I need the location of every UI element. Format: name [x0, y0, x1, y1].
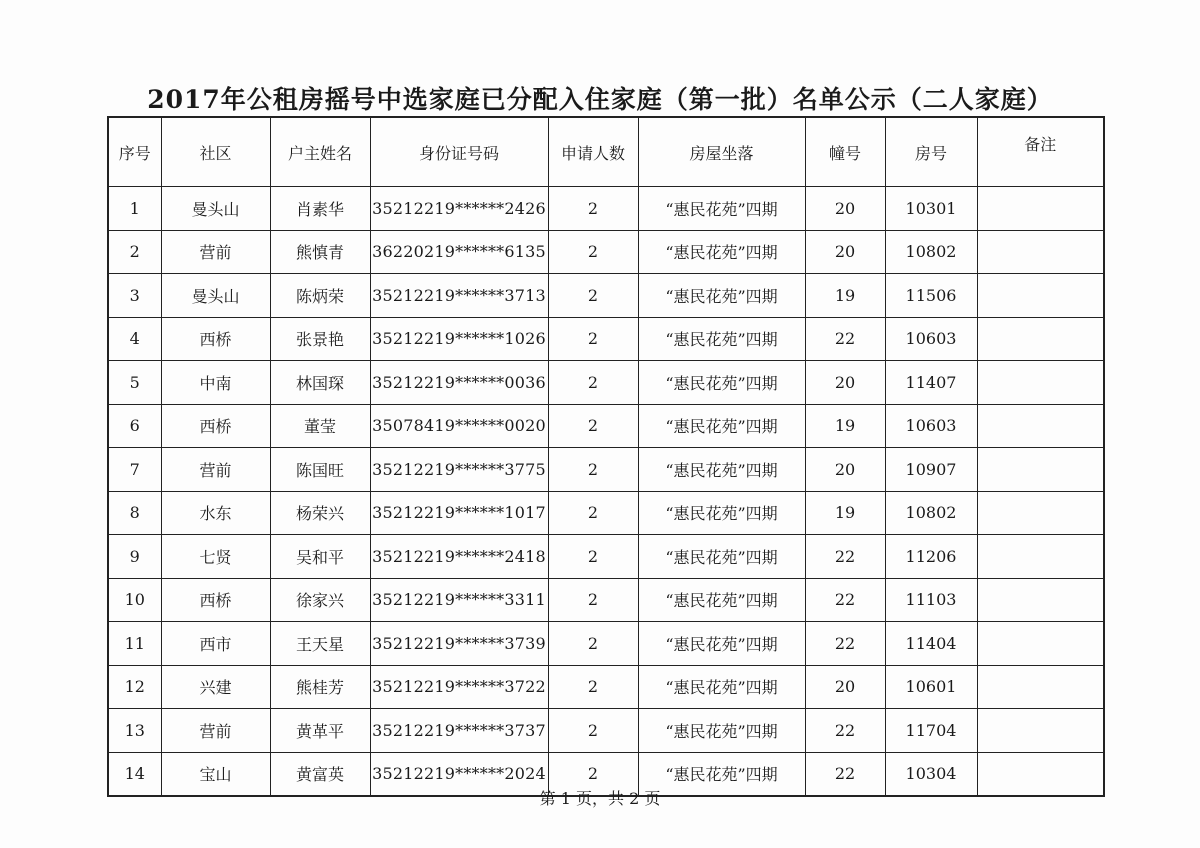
cell-count: 2	[548, 622, 638, 666]
cell-seq: 11	[108, 622, 161, 666]
header-cell-name: 户主姓名	[270, 117, 370, 187]
cell-id: 35212219******3775	[370, 448, 548, 492]
cell-remarks	[977, 491, 1104, 535]
cell-name: 杨荣兴	[270, 491, 370, 535]
cell-community: 营前	[161, 448, 270, 492]
cell-remarks	[977, 317, 1104, 361]
cell-community: 水东	[161, 491, 270, 535]
cell-id: 35212219******3739	[370, 622, 548, 666]
cell-room: 11103	[885, 578, 977, 622]
cell-room: 11404	[885, 622, 977, 666]
table-row	[108, 491, 1104, 535]
cell-count: 2	[548, 448, 638, 492]
cell-remarks	[977, 187, 1104, 231]
cell-name: 黄革平	[270, 709, 370, 753]
cell-building: 22	[805, 535, 885, 579]
cell-seq: 1	[108, 187, 161, 231]
cell-id: 35212219******1026	[370, 317, 548, 361]
table-row	[108, 448, 1104, 492]
cell-room: 11704	[885, 709, 977, 753]
cell-id: 35212219******3737	[370, 709, 548, 753]
cell-name: 徐家兴	[270, 578, 370, 622]
cell-community: 曼头山	[161, 274, 270, 318]
cell-location: “惠民花苑”四期	[638, 361, 805, 405]
cell-name: 熊桂芳	[270, 665, 370, 709]
cell-remarks	[977, 404, 1104, 448]
cell-location: “惠民花苑”四期	[638, 578, 805, 622]
cell-seq: 3	[108, 274, 161, 318]
page-title: 2017年公租房摇号中选家庭已分配入住家庭（第一批）名单公示（二人家庭）	[147, 85, 1053, 114]
cell-id: 36220219******6135	[370, 230, 548, 274]
cell-location: “惠民花苑”四期	[638, 274, 805, 318]
cell-room: 10601	[885, 665, 977, 709]
header-cell-remarks: 备注	[977, 117, 1104, 187]
cell-community: 七贤	[161, 535, 270, 579]
cell-community: 营前	[161, 709, 270, 753]
table-row	[108, 404, 1104, 448]
cell-community: 宝山	[161, 752, 270, 796]
cell-building: 22	[805, 752, 885, 796]
header-cell-seq: 序号	[108, 117, 161, 187]
cell-location: “惠民花苑”四期	[638, 404, 805, 448]
cell-location: “惠民花苑”四期	[638, 230, 805, 274]
cell-seq: 14	[108, 752, 161, 796]
cell-id: 35212219******3722	[370, 665, 548, 709]
cell-community: 曼头山	[161, 187, 270, 231]
cell-id: 35212219******2024	[370, 752, 548, 796]
cell-building: 20	[805, 361, 885, 405]
cell-count: 2	[548, 361, 638, 405]
cell-location: “惠民花苑”四期	[638, 752, 805, 796]
cell-name: 熊慎青	[270, 230, 370, 274]
cell-building: 22	[805, 622, 885, 666]
cell-remarks	[977, 665, 1104, 709]
cell-building: 19	[805, 274, 885, 318]
cell-location: “惠民花苑”四期	[638, 187, 805, 231]
table-row	[108, 665, 1104, 709]
cell-id: 35212219******3713	[370, 274, 548, 318]
cell-location: “惠民花苑”四期	[638, 622, 805, 666]
cell-room: 10301	[885, 187, 977, 231]
cell-seq: 9	[108, 535, 161, 579]
table-row	[108, 709, 1104, 753]
cell-location: “惠民花苑”四期	[638, 665, 805, 709]
cell-building: 22	[805, 709, 885, 753]
table-row	[108, 187, 1104, 231]
cell-community: 西桥	[161, 578, 270, 622]
cell-room: 11206	[885, 535, 977, 579]
cell-remarks	[977, 578, 1104, 622]
table-body	[108, 187, 1104, 797]
cell-name: 王天星	[270, 622, 370, 666]
table-header-row	[108, 117, 1104, 187]
cell-location: “惠民花苑”四期	[638, 491, 805, 535]
cell-count: 2	[548, 230, 638, 274]
table-row	[108, 230, 1104, 274]
cell-name: 张景艳	[270, 317, 370, 361]
cell-seq: 12	[108, 665, 161, 709]
cell-location: “惠民花苑”四期	[638, 317, 805, 361]
cell-seq: 5	[108, 361, 161, 405]
cell-remarks	[977, 361, 1104, 405]
cell-id: 35212219******0036	[370, 361, 548, 405]
cell-remarks	[977, 274, 1104, 318]
cell-room: 10304	[885, 752, 977, 796]
table-row	[108, 361, 1104, 405]
header-cell-community: 社区	[161, 117, 270, 187]
cell-building: 20	[805, 187, 885, 231]
cell-name: 肖素华	[270, 187, 370, 231]
cell-building: 20	[805, 448, 885, 492]
cell-count: 2	[548, 752, 638, 796]
cell-name: 陈国旺	[270, 448, 370, 492]
cell-remarks	[977, 709, 1104, 753]
cell-count: 2	[548, 535, 638, 579]
table-row	[108, 578, 1104, 622]
cell-seq: 6	[108, 404, 161, 448]
cell-room: 10802	[885, 230, 977, 274]
cell-count: 2	[548, 709, 638, 753]
table-row	[108, 274, 1104, 318]
cell-remarks	[977, 230, 1104, 274]
cell-seq: 8	[108, 491, 161, 535]
cell-count: 2	[548, 317, 638, 361]
cell-name: 陈炳荣	[270, 274, 370, 318]
cell-room: 10603	[885, 317, 977, 361]
cell-room: 10603	[885, 404, 977, 448]
cell-community: 西市	[161, 622, 270, 666]
cell-seq: 10	[108, 578, 161, 622]
cell-community: 兴建	[161, 665, 270, 709]
header-cell-count: 申请人数	[548, 117, 638, 187]
cell-id: 35212219******2418	[370, 535, 548, 579]
cell-room: 10907	[885, 448, 977, 492]
cell-location: “惠民花苑”四期	[638, 448, 805, 492]
cell-count: 2	[548, 274, 638, 318]
cell-name: 董莹	[270, 404, 370, 448]
cell-name: 林国琛	[270, 361, 370, 405]
cell-room: 10802	[885, 491, 977, 535]
page-footer: 第 1 页，共 2 页	[539, 789, 661, 808]
cell-count: 2	[548, 665, 638, 709]
cell-seq: 13	[108, 709, 161, 753]
cell-community: 西桥	[161, 404, 270, 448]
cell-community: 中南	[161, 361, 270, 405]
cell-id: 35212219******2426	[370, 187, 548, 231]
cell-name: 吴和平	[270, 535, 370, 579]
cell-remarks	[977, 448, 1104, 492]
cell-count: 2	[548, 404, 638, 448]
header-cell-room: 房号	[885, 117, 977, 187]
table-row	[108, 622, 1104, 666]
allocation-table	[107, 116, 1105, 797]
cell-location: “惠民花苑”四期	[638, 535, 805, 579]
cell-room: 11506	[885, 274, 977, 318]
cell-building: 22	[805, 578, 885, 622]
cell-id: 35212219******1017	[370, 491, 548, 535]
cell-remarks	[977, 535, 1104, 579]
cell-building: 19	[805, 404, 885, 448]
cell-remarks	[977, 622, 1104, 666]
cell-building: 20	[805, 230, 885, 274]
cell-name: 黄富英	[270, 752, 370, 796]
cell-community: 西桥	[161, 317, 270, 361]
table-row	[108, 535, 1104, 579]
cell-room: 11407	[885, 361, 977, 405]
cell-count: 2	[548, 187, 638, 231]
table-row	[108, 317, 1104, 361]
cell-count: 2	[548, 491, 638, 535]
cell-community: 营前	[161, 230, 270, 274]
cell-id: 35212219******3311	[370, 578, 548, 622]
cell-building: 20	[805, 665, 885, 709]
header-cell-building: 幢号	[805, 117, 885, 187]
cell-location: “惠民花苑”四期	[638, 709, 805, 753]
header-cell-id: 身份证号码	[370, 117, 548, 187]
cell-building: 19	[805, 491, 885, 535]
cell-seq: 4	[108, 317, 161, 361]
cell-building: 22	[805, 317, 885, 361]
cell-seq: 7	[108, 448, 161, 492]
cell-seq: 2	[108, 230, 161, 274]
cell-count: 2	[548, 578, 638, 622]
header-cell-location: 房屋坐落	[638, 117, 805, 187]
cell-id: 35078419******0020	[370, 404, 548, 448]
